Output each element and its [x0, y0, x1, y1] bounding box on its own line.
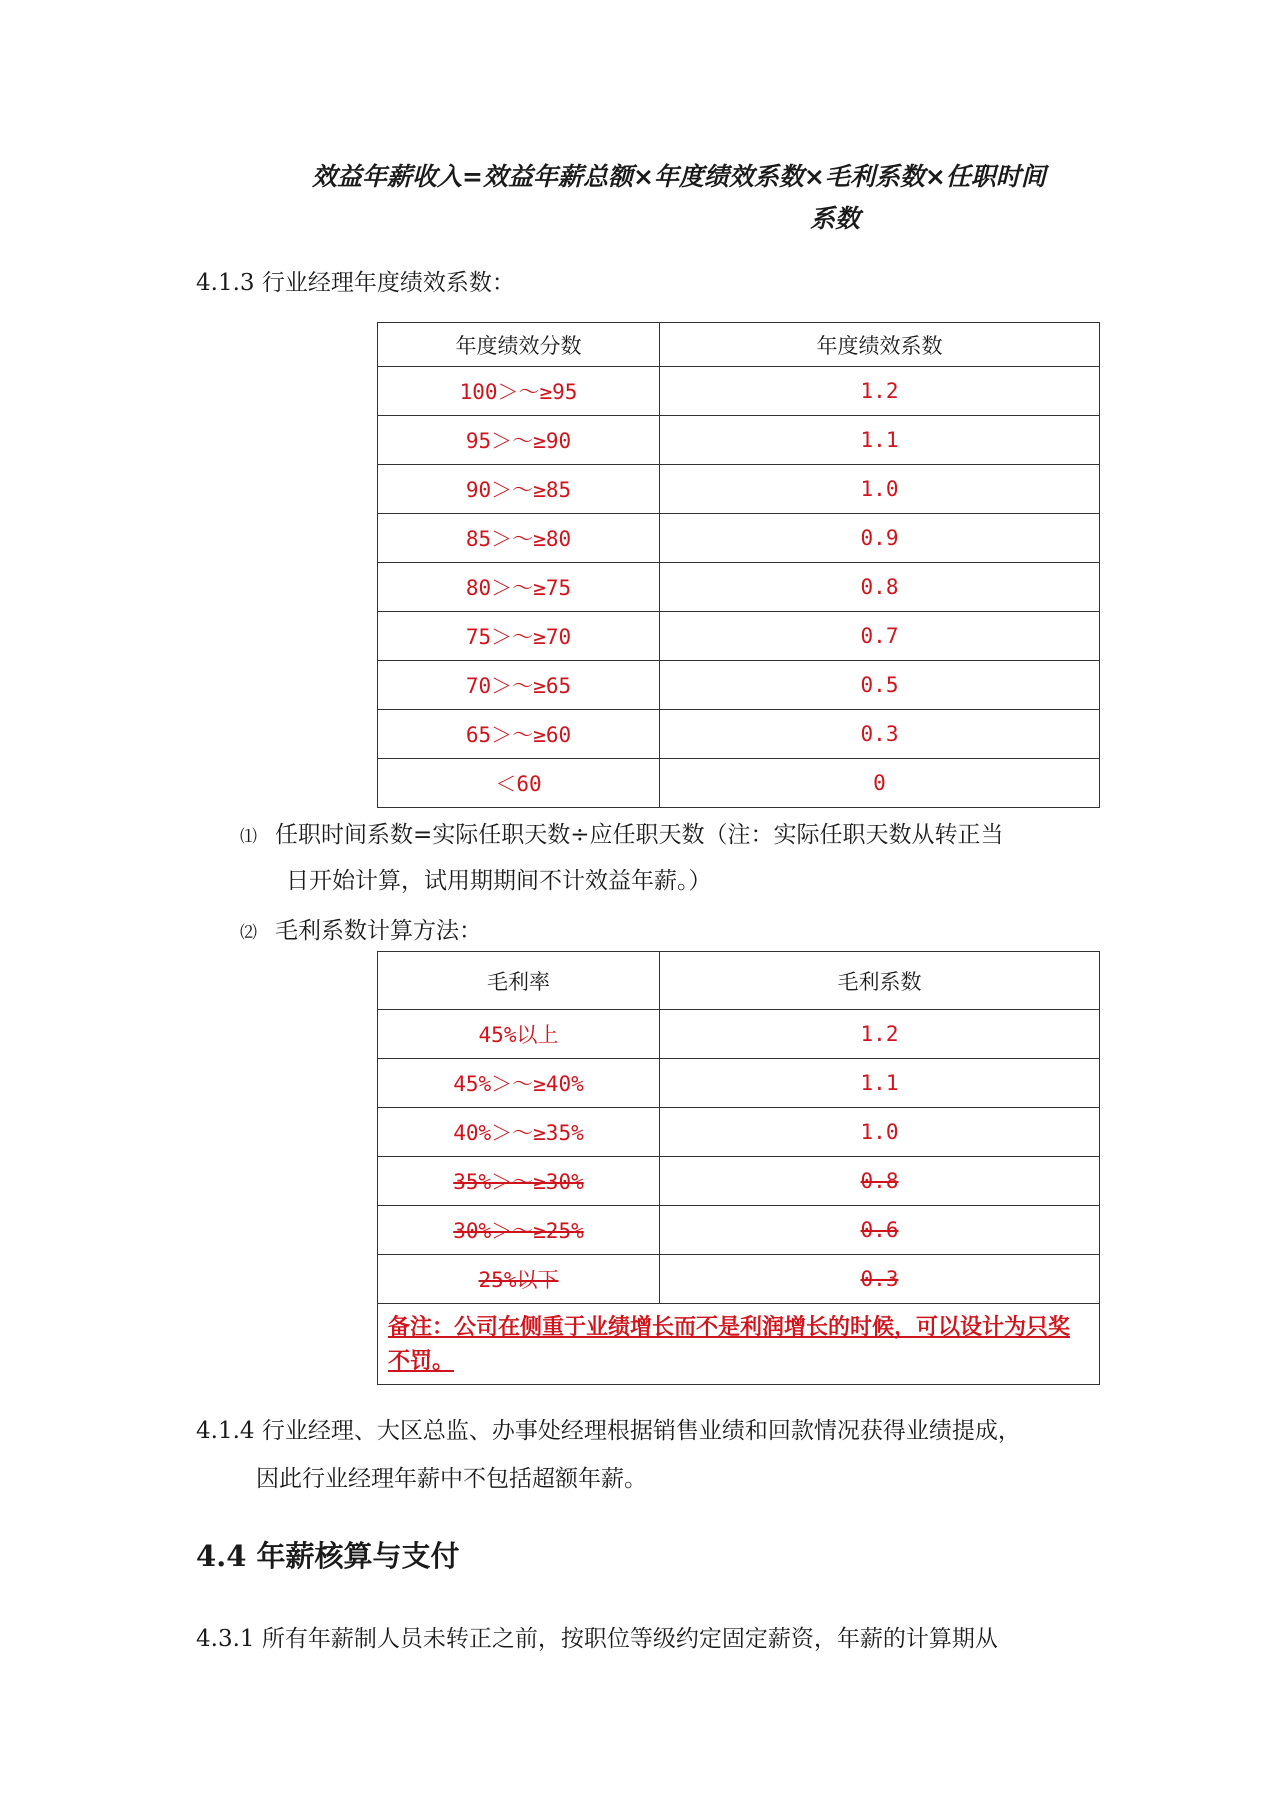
score-range: 80＞～≥75: [378, 563, 660, 612]
score-range: 100＞～≥95: [378, 367, 660, 416]
margin-range: 45%以上: [378, 1010, 660, 1059]
margin-range-struck: 25%以下: [378, 1255, 660, 1304]
score-range: 90＞～≥85: [378, 465, 660, 514]
score-range: 70＞～≥65: [378, 661, 660, 710]
score-range: 85＞～≥80: [378, 514, 660, 563]
section-4-1-4-line2: 因此行业经理年薪中不包括超额年薪。: [256, 1466, 647, 1492]
table-row: [378, 563, 1100, 612]
score-range: 95＞～≥90: [378, 416, 660, 465]
coefficient: 0.9: [660, 514, 1100, 563]
column-header: 年度绩效系数: [660, 323, 1100, 367]
coefficient-struck: 0.3: [660, 1255, 1100, 1304]
table-row: [378, 514, 1100, 563]
column-header: 毛利系数: [660, 952, 1100, 1010]
coefficient: 0.7: [660, 612, 1100, 661]
table-header-row: [378, 952, 1100, 1010]
item-2-marker: ⑵: [240, 923, 257, 943]
coefficient: 0.5: [660, 661, 1100, 710]
margin-range-struck: 30%＞～≥25%: [378, 1206, 660, 1255]
coefficient: 0: [660, 759, 1100, 808]
table-row: [378, 710, 1100, 759]
item-2-text: 毛利系数计算方法：: [275, 918, 482, 944]
coefficient: 1.0: [660, 1108, 1100, 1157]
score-range: ＜60: [378, 759, 660, 808]
coefficient-struck: 0.8: [660, 1157, 1100, 1206]
table-row: [378, 1010, 1100, 1059]
table-row: [378, 759, 1100, 808]
gross-margin-table: [377, 951, 1100, 1385]
coefficient: 1.1: [660, 416, 1100, 465]
coefficient: 1.2: [660, 1010, 1100, 1059]
table-row: [378, 1059, 1100, 1108]
table-row: [378, 1157, 1100, 1206]
table-row: [378, 1108, 1100, 1157]
section-4-3-1: 4.3.1 所有年薪制人员未转正之前，按职位等级约定固定薪资，年薪的计算期从: [196, 1626, 998, 1652]
coefficient: 1.0: [660, 465, 1100, 514]
score-range: 65＞～≥60: [378, 710, 660, 759]
coefficient: 0.3: [660, 710, 1100, 759]
table-row: [378, 367, 1100, 416]
coefficient: 1.1: [660, 1059, 1100, 1108]
coefficient: 0.8: [660, 563, 1100, 612]
item-1-line1: 任职时间系数=实际任职天数÷应任职天数（注：实际任职天数从转正当: [275, 822, 1004, 848]
table-row: [378, 1255, 1100, 1304]
table-row: [378, 612, 1100, 661]
table-note-row: [378, 1304, 1100, 1385]
margin-range: 40%＞～≥35%: [378, 1108, 660, 1157]
margin-range-struck: 35%＞～≥30%: [378, 1157, 660, 1206]
score-range: 75＞～≥70: [378, 612, 660, 661]
heading-4-4: 4.4 年薪核算与支付: [196, 1539, 460, 1573]
table-row: [378, 416, 1100, 465]
table-row: [378, 1206, 1100, 1255]
table-header-row: [378, 323, 1100, 367]
coefficient-struck: 0.6: [660, 1206, 1100, 1255]
table-row: [378, 465, 1100, 514]
column-header: 毛利率: [378, 952, 660, 1010]
formula-line1: 效益年薪收入=效益年薪总额×年度绩效系数×毛利系数×任职时间: [312, 162, 1046, 191]
formula-line2: 系数: [810, 204, 861, 233]
section-4-1-4-line1: 4.1.4 行业经理、大区总监、办事处经理根据销售业绩和回款情况获得业绩提成，: [196, 1418, 1021, 1444]
performance-coefficient-table: [377, 322, 1100, 808]
table-note: 备注：公司在侧重于业绩增长而不是利润增长的时候，可以设计为只奖不罚。: [378, 1304, 1100, 1385]
margin-range: 45%＞～≥40%: [378, 1059, 660, 1108]
item-1-marker: ⑴: [240, 827, 257, 847]
formula: [300, 156, 1100, 240]
coefficient: 1.2: [660, 367, 1100, 416]
column-header: 年度绩效分数: [378, 323, 660, 367]
table-row: [378, 661, 1100, 710]
section-4-1-3: 4.1.3 行业经理年度绩效系数：: [196, 270, 515, 296]
item-1-line2: 日开始计算，试用期期间不计效益年薪。）: [286, 868, 712, 894]
item-1: [240, 816, 1100, 856]
item-2: [240, 912, 482, 952]
